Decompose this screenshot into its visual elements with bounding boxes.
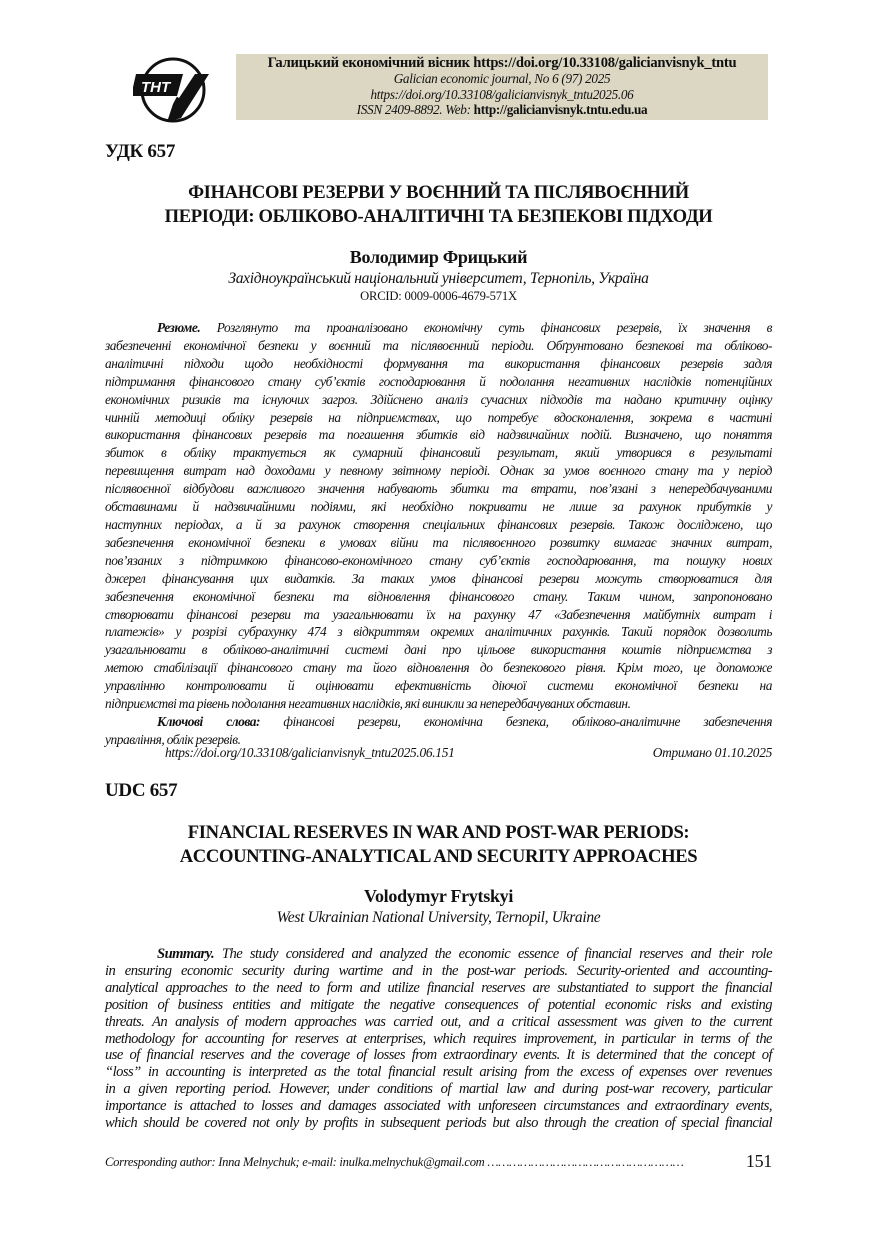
summary-label: Summary. [157,946,215,962]
abstract-line: підприємстві та рівень подолання негативних наслідків, які виникли за непередбачуваних обставин. [105,696,631,712]
abstract-label: Резюме. [157,320,201,335]
abstract-line: забезпеченні економічної безпеки у воєнний та післявоєнний періоди. Обґрунтовано безпекові та обліково- [105,337,772,353]
keywords-line: управління, облік резервів. [105,731,241,747]
summary-line: Summary. The study considered and analyzed the economic essence of financial reserves and their role [157,946,772,962]
abstract-line: узагальнювати в обліково-аналітичні системі дані про цільове використання коштів підприємства з [105,642,772,658]
journal-issue-doi: https://doi.org/10.33108/galicianvisnyk_tntu2025.06 [370,86,634,102]
author-ua: Володимир Фрицький [349,247,528,267]
corresponding-author: Corresponding author: Inna Melnychuk; e-mail: inulka.melnychuk@gmail.com ……………………………………………… [105,1155,684,1169]
abstract-line: використання фінансових резервів та погашення збитків від надзвичайних подій. Визначено, що поняття [105,427,772,443]
abstract-line: забезпечення економічної безпеки в умовах війни та післявоєнного розвитку вимагає значних витрат, [105,534,772,550]
keywords-line: Ключові слова: фінансові резерви, економічна безпека, обліково-аналітичне забезпечення [157,713,772,729]
abstract-line: забезпечення економічної безпеки та відновлення фінансового стану. Таким чином, запропоновано [105,588,772,604]
abstract-line: наступних періодах, а й за рахунок створення спеціальних фінансових резервів. Також досліджено, що [105,516,772,532]
summary-line: threats. An analysis of modern approaches was carried out, and a critical assessment was given to the current [105,1013,772,1030]
abstract-line: створювати фінансові резерви та узагальнювати їх на рахунку 47 «Забезпечення майбутніх витрат і [105,606,772,622]
summary-line: “loss” in accounting is interpreted as the total financial result arising from the excess of expenses over revenues [105,1064,772,1081]
summary-line: in ensuring economic security during wartime and in the post-war periods. Security-oriented and accounting- [105,962,772,979]
title-ua [105,181,772,229]
udc-en: UDC 657 [105,780,178,801]
article-doi-row [165,745,772,761]
orcid: ORCID: 0009-0006-4679-571X [360,289,517,303]
keywords-label: Ключові слова: [157,713,261,729]
title-en-line: ACCOUNTING-ANALYTICAL AND SECURITY APPROACHES [179,846,698,867]
author-en: Volodymyr Frytskyi [363,886,514,906]
title-en [105,821,772,869]
summary-line: position of business entities and mitigate the negative consequences of potential economic risks and existing [105,996,772,1013]
abstract-line: перевищення витрат над доходами у певному звітному періоді. Однак за умов воєнного стану та у період [105,463,772,479]
title-en-line: FINANCIAL RESERVES IN WAR AND POST-WAR PERIODS: [187,822,690,843]
abstract-line: метою стабілізації фінансового стану та його відновлення до безпекового рівня. Крім того, це допоможе [105,660,772,676]
abstract-line: пов’язаних з підтримкою фінансово-економічного стану суб’єктів господарювання, та пошуку нових [105,552,772,568]
title-ua-line: ПЕРІОДИ: ОБЛІКОВО-АНАЛІТИЧНІ ТА БЕЗПЕКОВІ ПІДХОДИ [164,206,713,227]
journal-web-link[interactable]: http://galicianvisnyk.tntu.edu.ua [473,102,648,118]
summary-line: methodology for accounting for reserves at enterprises, which requires improvement, in particular in terms of the [105,1030,772,1047]
summary-line: which should be covered not only by profits in subsequent periods but also through the creation of special financial [105,1115,772,1132]
abstract-line: платежів» у розрізі субрахунку 474 з відкриттям окремих аналітичних рахунків. Такий порядок дозволить [105,624,772,640]
abstract-line: обставинами й надзвичайними подіями, які необхідно покривати не лише за рахунок прибутків у [105,499,772,515]
summary-en [105,946,772,1132]
journal-title-en: Galician economic journal, No 6 (97) 2025 [393,71,611,87]
abstract-line: післявоєнної відбудови важливого значення набувають збитки та втрати, пов’язані з непередбачуваними [105,481,772,497]
abstract-line: джерел фінансування цих видатків. За таких умов фінансові резерви можуть створюватися для [105,570,772,586]
abstract-line: збиток в обліку трактується як сумарний фінансовий результат, який утворився в результаті [105,445,772,461]
summary-line: analytical approaches to the need to form and utilize financial reserves are substantiated to support the financial [105,979,772,996]
page-number: 151 [745,1151,772,1171]
abstract-line: аналітичні підходи щодо необхідності формування та використання фінансових резервів задля [105,355,772,371]
tntu-logo-icon [133,52,209,126]
journal-header-box [236,54,768,120]
abstract-line: Резюме. Розглянуто та проаналізовано економічну суть фінансових резервів, їх значення в [157,320,772,335]
abstract-line: чинній методиці обліку резервів на підприємствах, що потребує вдосконалення, зокрема в частині [105,409,772,425]
affiliation-en: West Ukrainian National University, Ternopil, Ukraine [276,909,601,926]
summary-line: use of financial reserves and the coverage of losses from extraordinary events. It is determined that the concept of [105,1047,772,1064]
abstract-line: економічних ризиків та існуючих загроз. Здійснено аналіз сучасних підходів та надано критичну оцінку [105,391,772,407]
affiliation-ua: Західноукраїнський національний університет, Тернопіль, Україна [228,270,649,287]
abstract-line: управлінню контролювати й оцінювати ефективність діючої системи економічної безпеки на [105,678,772,694]
university-logo [133,52,209,126]
summary-line: in a given reporting period. However, under conditions of martial law and during post-war recovery, particular [105,1081,772,1098]
title-ua-line: ФІНАНСОВІ РЕЗЕРВИ У ВОЄННИЙ ТА ПІСЛЯВОЄННИЙ [188,182,689,203]
journal-title-ua: Галицький економічний вісник https://doi.org/10.33108/galicianvisnyk_tntu [267,55,737,71]
abstract-ua [105,319,772,749]
abstract-line: підтримання фінансового стану суб’єктів господарювання й подолання негативних наслідків потенційних [105,373,772,389]
article-doi-link[interactable]: https://doi.org/10.33108/galicianvisnyk_tntu2025.06.151 [165,745,455,760]
received-date: Отримано 01.10.2025 [652,745,772,760]
page-footer [105,1151,772,1171]
journal-issn-web [236,102,768,117]
issn-text: ISSN 2409-8892. Web: [356,102,474,118]
udc-ua: УДК 657 [105,141,176,162]
summary-line: importance is attached to losses and damages associated with unforeseen circumstances and extraordinary events, [105,1098,772,1115]
svg-text:ТНТ: ТНТ [141,79,171,96]
